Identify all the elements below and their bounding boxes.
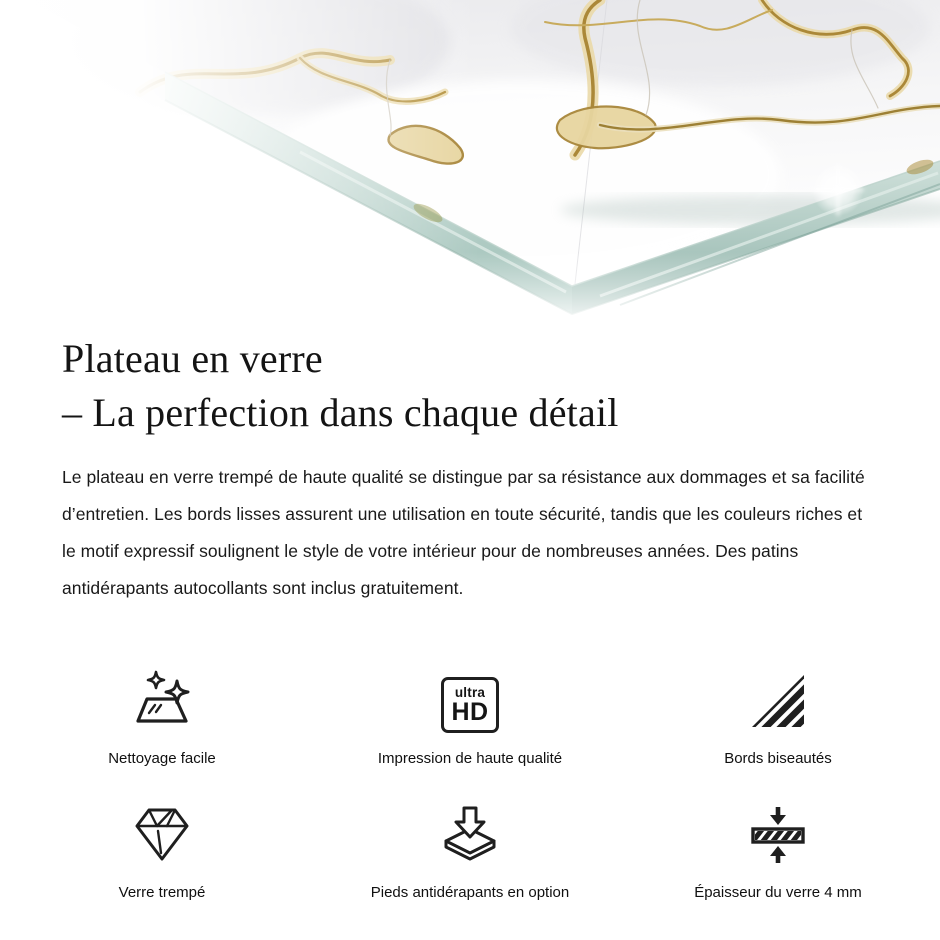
sparkle-clean-icon xyxy=(130,669,194,733)
anti-slip-feet-icon xyxy=(438,803,502,867)
ultra-hd-icon-text-top: ultra xyxy=(454,685,486,701)
feature-label: Impression de haute qualité xyxy=(377,750,563,768)
feature-easy-cleaning xyxy=(8,669,316,767)
title-line-1: Plateau en verre xyxy=(62,336,323,381)
feature-label: Bords biseautés xyxy=(724,750,832,768)
feature-label: Verre trempé xyxy=(118,884,206,902)
description-section xyxy=(0,332,940,607)
product-photo-glass-panel xyxy=(0,0,940,320)
title-line-2: – La perfection dans chaque détail xyxy=(62,389,619,435)
ultra-hd-icon-text-bottom: HD xyxy=(451,697,489,726)
feature-label: Épaisseur du verre 4 mm xyxy=(694,884,862,902)
bevel-edges-icon xyxy=(746,669,810,733)
tempered-glass-diamond-icon xyxy=(130,803,194,867)
product-description-text: Le plateau en verre trempé de haute qualité se distingue par sa résistance aux dommages et sa facilité d’entretien. Les bords lisses assurent une utilisation en toute sécurité, tandis que les couleurs riches et le motif expressif soulignent le style de votre intérieur pour de nombreuses années. Des patins antidérapants autocollants sont inclus gratuitement. xyxy=(62,467,865,599)
feature-label: Nettoyage facile xyxy=(108,750,216,768)
feature-label: Pieds antidérapants en option xyxy=(370,884,570,902)
feature-beveled-edges xyxy=(624,669,932,767)
page-title xyxy=(62,332,878,439)
glass-thickness-icon xyxy=(746,803,810,867)
ultra-hd-icon xyxy=(441,669,499,733)
feature-anti-slip-feet xyxy=(316,803,624,901)
feature-tempered-glass xyxy=(8,803,316,901)
feature-glass-thickness xyxy=(624,803,932,901)
glass-panel-illustration xyxy=(0,0,940,320)
feature-grid xyxy=(0,669,940,901)
feature-high-quality-print xyxy=(316,669,624,767)
bottom-fade xyxy=(0,252,940,320)
